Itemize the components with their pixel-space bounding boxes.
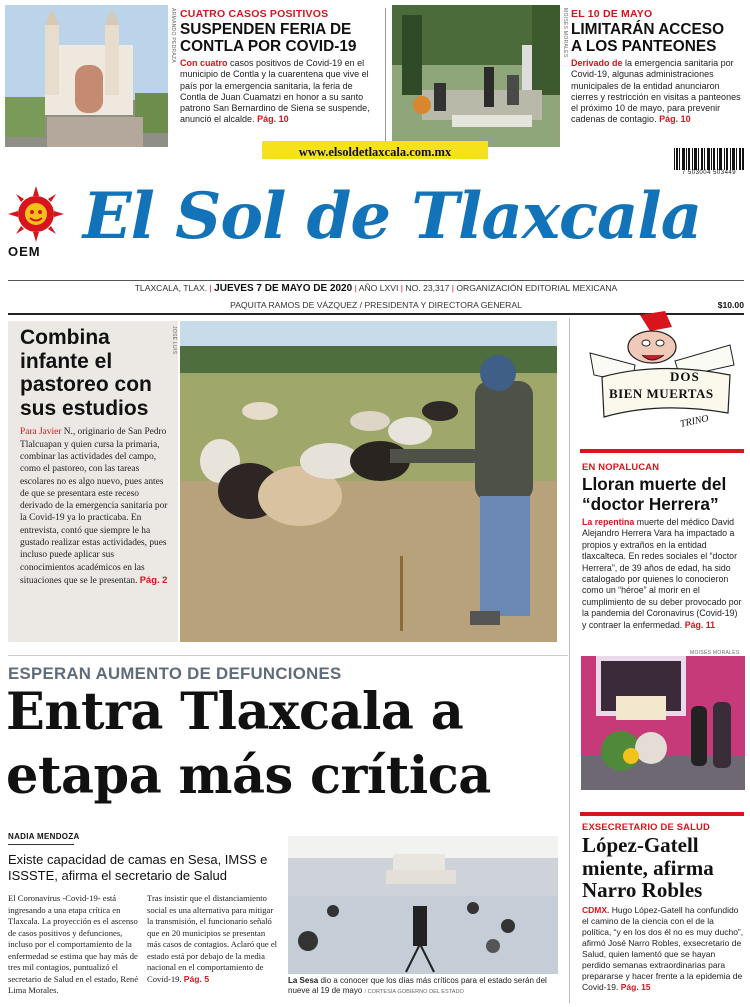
feature-body: Para Javier N., originario de San Pedro Tlalcuapan y quien cursa la primaria, combinar las actividades del campo, como el pastoreo, con las tareas escolares no es algo nuevo, pues antes de que se presentara este receso derivado de la emergencia sanitaria por la Covid-19 ya lo practicaba. En entrevista, contó que siempre le ha gustado realizar estas actividades, pues incluso puede aplicar sus conocimientos académicos en las situaciones que se le presentan. Pág. 2 (20, 427, 168, 586)
main-kicker-rule (8, 655, 568, 656)
main-headline[interactable]: Entra Tlaxcala a etapa más crítica (6, 682, 491, 806)
side-2-body: CDMX. Hugo López-Gatell ha confundido el camino de la ciencia con el de la política, “y en los dos él no es muy ducho”, afirmó José Narro Robles, exsecretario de Salud, quien lamentó que se hayan perdido semanas extraordinarias para prepararse y hacer frente a la epidemia de Covid-19. Pág. 15 (582, 904, 744, 993)
cartoon[interactable] (580, 305, 744, 440)
teaser-left-body: Con cuatro casos positivos de Covid-19 en el municipio de Contla y la cuarentena que vive el país por la emergencia sanitaria, la feria de Contla de Juan Cuamatzi en honor a su santo patrono San Bernardino de Siena se suspende, anunció el alcalde. Pág. 10 (180, 58, 370, 125)
main-byline-rule (8, 844, 74, 845)
oem-label: OEM (8, 244, 41, 259)
side-1-rule (580, 449, 744, 453)
cartoon-line-1: DOS (670, 369, 700, 384)
main-subhead: Existe capacidad de camas en Sesa, IMSS e ISSSTE, afirma el secretario de Salud (8, 852, 268, 883)
main-col-2: Tras insistir que el distanciamiento social es una alternativa para mitigar la transmisión, el funcionario señaló que en 20 municipios se presentan más casos de contagios. Aclaró que el estado está por debajo de la media nacional en el comportamiento de Covid-19. Pág. 5 (147, 893, 278, 984)
feature-photo (180, 321, 557, 642)
edition-line: TLAXCALA, TLAX. | JUEVES 7 DE MAYO DE 2020 | AÑO LXVI | NO. 23,317 | ORGANIZACIÓN EDITORIAL MEXICANA (134, 283, 618, 294)
masthead-rule-top (8, 280, 744, 281)
cartoon-line-2: BIEN MUERTAS (609, 386, 714, 401)
barcode-number: 7 503004 503449 (681, 170, 737, 176)
main-photo (288, 836, 558, 974)
side-story-1[interactable] (582, 461, 744, 631)
teaser-divider (385, 8, 386, 144)
website-url: www.elsoldetlaxcala.com.mx (298, 145, 452, 159)
teaser-left-title: SUSPENDEN FERIA DE CONTLA POR COVID-19 (180, 21, 357, 55)
column-divider (569, 318, 570, 1003)
side-2-kicker: EXSECRETARIO DE SALUD (582, 821, 710, 832)
main-caption: La Sesa dio a conocer que los días más críticos para el estado serán del nueve al 19 de mayo / CORTESÍA GOBIERNO DEL ESTADO (288, 976, 547, 995)
feature-text[interactable] (20, 326, 170, 587)
side-story-2[interactable] (582, 821, 744, 993)
feature-title: Combina infante el pastoreo con sus estudios (20, 326, 152, 420)
main-col-1: El Coronavirus -Covid-19- está ingresando a una etapa crítica en Tlaxcala. La proyección es el ascenso de casos positivos y defunciones, incluso por el comportamiento de la enfermedad se estima que hay más de tres mil contagios, puntualizó el secretario de Salud en el estado, René Lima Morales. (8, 893, 139, 995)
teaser-right[interactable] (571, 8, 747, 126)
teaser-left-kicker: CUATRO CASOS POSITIVOS (180, 8, 329, 20)
side-1-body: La repentina muerte del médico David Alejandro Herrera Vara ha impactado a propios y extraños en la entidad tlaxcalteca. En redes sociales el “doctor Herrera”, de 39 años de edad, ha sido catalogado por quienes lo conocieron como un “héroe” al morir en el cumplimiento de su deber provocado por la pandemia del Coronavirus (Covid-19) y contraer la enfermedad. Pág. 11 (582, 517, 742, 630)
main-byline: NADIA MENDOZA (8, 832, 80, 841)
edition-location: TLAXCALA, TLAX. (134, 283, 208, 293)
feature-photo-credit: JOSÉ LUIS (171, 326, 177, 355)
side-1-title: Lloran muerte del “doctor Herrera” (582, 474, 727, 514)
oem-logo (8, 186, 64, 264)
side-1-photo (581, 656, 745, 790)
edition-year: AÑO LXVI (358, 283, 399, 293)
teaser-left-photo (5, 5, 168, 147)
price: $10.00 (717, 300, 744, 310)
main-kicker: ESPERAN AUMENTO DE DEFUNCIONES (8, 664, 342, 683)
side-1-photo-credit: MOISÉS MORALES (690, 650, 740, 656)
edition-date: JUEVES 7 DE MAYO DE 2020 (214, 283, 353, 294)
teaser-right-title: LIMITARÁN ACCESO A LOS PANTEONES (571, 21, 725, 55)
edition-number: NO. 23,317 (405, 283, 450, 293)
edition-org: ORGANIZACIÓN EDITORIAL MEXICANA (456, 283, 618, 293)
side-1-kicker: EN NOPALUCAN (582, 461, 660, 472)
newspaper-title: El Sol de Tlaxcala (82, 179, 702, 254)
teaser-right-photo (392, 5, 560, 147)
cartoon-signature: TRINO (679, 413, 710, 430)
barcode (674, 148, 744, 178)
director-line: PAQUITA RAMOS DE VÁZQUEZ / PRESIDENTA Y DIRECTORA GENERAL (230, 300, 522, 310)
teaser-right-kicker: EL 10 DE MAYO (571, 8, 653, 20)
side-2-title: López-Gatell miente, afirma Narro Robles (582, 833, 714, 902)
teaser-right-photo-credit: MOISÉS MORALES (562, 8, 568, 58)
teaser-left-photo-credit: ARMANDO PEDRAZA (170, 8, 176, 64)
teaser-right-body: Derivado de la emergencia sanitaria por Covid-19, algunas administraciones municipales de la entidad anunciaron cierres y restricción en visitas a panteones el próximo 10 de mayo, para prevenir cadenas de contagio. Pág. 10 (571, 58, 741, 125)
teaser-left[interactable] (180, 8, 380, 126)
website-banner[interactable] (262, 141, 488, 159)
side-2-rule (580, 812, 744, 816)
